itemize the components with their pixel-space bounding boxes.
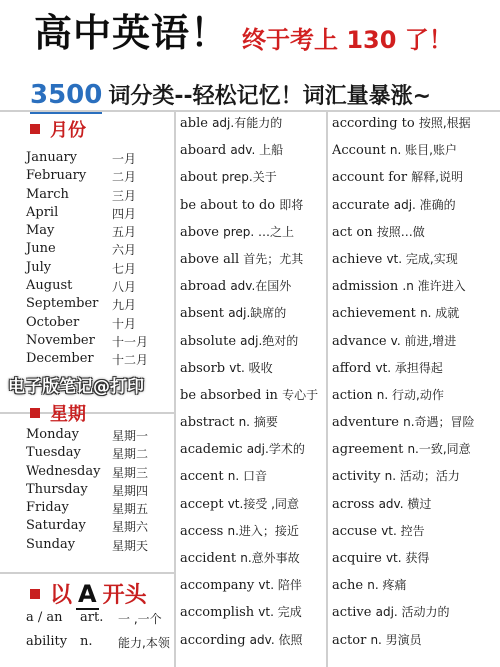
list-item (180, 246, 324, 273)
word-english: according to (332, 116, 415, 131)
word-column-middle (180, 110, 324, 654)
list-item (332, 436, 498, 463)
list-item (332, 246, 498, 273)
word-english: active (332, 605, 372, 621)
word-definition: adj. 活动力的 (375, 605, 450, 620)
word-english: October (26, 314, 80, 330)
word-pos: art. (80, 610, 104, 625)
word-definition: vt. 控告 (381, 523, 425, 538)
word-definition: n.奇遇；冒险 (403, 415, 475, 430)
word-english: able (180, 116, 208, 131)
word-english: act on (332, 224, 373, 240)
word-english: across (332, 496, 375, 512)
list-item (180, 219, 324, 246)
list-item (332, 164, 498, 191)
list-item (180, 599, 324, 626)
word-chinese: 星期五 (112, 502, 149, 517)
word-english: Tuesday (26, 445, 81, 461)
word-chinese: 星期四 (112, 483, 149, 498)
word-english: accident (180, 551, 237, 566)
word-english: aboard (180, 143, 227, 159)
list-item (180, 463, 324, 490)
word-english: ache (332, 578, 364, 594)
word-chinese: 星期六 (112, 520, 149, 535)
word-chinese: 一 ,一个 (118, 612, 162, 626)
word-definition: n.意外事故 (240, 551, 300, 565)
list-item (26, 464, 176, 482)
word-english: November (26, 332, 95, 348)
word-definition: 首先；尤其 (243, 251, 304, 266)
list-item (180, 273, 324, 300)
word-english: September (26, 296, 99, 312)
word-english: acquire (332, 551, 382, 566)
word-definition: n. 行动,动作 (376, 387, 444, 402)
word-english: absorb (180, 360, 226, 376)
word-english: accuse (332, 523, 378, 539)
list-item (26, 223, 176, 241)
word-english: Sunday (26, 536, 76, 552)
word-english: Wednesday (26, 463, 101, 479)
word-english: June (26, 241, 56, 257)
word-english: March (26, 186, 69, 202)
word-chinese: 六月 (112, 243, 137, 258)
word-english: access (180, 523, 224, 539)
word-definition: n. 账目,账户 (389, 143, 457, 158)
word-english: accurate (332, 197, 390, 213)
word-chinese: 十月 (112, 316, 137, 331)
word-chinese: 星期二 (112, 447, 149, 462)
word-english: academic (180, 442, 243, 458)
months-list (26, 150, 176, 370)
word-definition: adj.绝对的 (240, 333, 299, 348)
bullet-icon (30, 124, 40, 134)
divider (326, 110, 328, 667)
list-item (26, 205, 176, 223)
list-item (332, 355, 498, 382)
word-definition: prep.关于 (221, 170, 277, 185)
word-english: absolute (180, 333, 237, 349)
list-item (332, 219, 498, 246)
bullet-icon (30, 408, 40, 418)
list-item (180, 382, 324, 409)
word-definition: prep. …之上 (223, 224, 294, 239)
list-item (332, 300, 498, 327)
word-english: absent (180, 306, 225, 322)
list-item (26, 278, 176, 296)
page-title: 高中英语！ (34, 11, 230, 55)
list-item (332, 110, 498, 137)
word-english: achievement (332, 306, 416, 322)
word-definition: vt.接受 ,同意 (227, 496, 299, 511)
header (0, 0, 500, 76)
watermark-text: 电子版笔记@打印 (8, 377, 144, 397)
word-english: Account (332, 143, 386, 159)
word-definition: vt. 陪伴 (258, 578, 302, 593)
list-item (332, 572, 498, 599)
list-item (332, 627, 498, 654)
word-definition: adv. 横过 (378, 496, 432, 511)
list-item (26, 427, 176, 445)
list-item (180, 518, 324, 545)
list-item (180, 545, 324, 572)
word-definition: 解释,说明 (411, 170, 464, 185)
list-item (26, 610, 176, 634)
list-item (332, 518, 498, 545)
word-chinese: 二月 (112, 170, 137, 185)
list-item (26, 482, 176, 500)
list-item (180, 355, 324, 382)
word-english: January (26, 150, 78, 165)
word-definition: adj.有能力的 (212, 116, 283, 130)
list-item (332, 599, 498, 626)
list-item (180, 164, 324, 191)
word-definition: n. 口音 (227, 469, 267, 484)
word-english: achieve (332, 251, 383, 267)
bullet-icon (30, 589, 40, 599)
word-definition: v. 前进,增进 (390, 333, 457, 348)
list-item (26, 333, 176, 351)
word-pos: n. (80, 634, 93, 649)
word-chinese: 九月 (112, 298, 137, 313)
word-definition: .n 准许进入 (402, 279, 466, 294)
list-item (26, 537, 176, 555)
word-chinese: 十二月 (112, 353, 149, 368)
word-english: July (26, 259, 52, 275)
word-chinese: 五月 (112, 225, 137, 240)
word-chinese: 七月 (112, 261, 137, 276)
list-item (180, 491, 324, 518)
list-item (332, 463, 498, 490)
word-english: Monday (26, 427, 79, 442)
word-english: April (26, 204, 59, 220)
word-definition: adv. 上船 (230, 143, 284, 158)
word-definition: n. 疼痛 (367, 578, 407, 593)
word-english: above all (180, 251, 240, 267)
word-english: December (26, 351, 94, 367)
list-item (180, 110, 324, 137)
word-english: accomplish (180, 605, 255, 621)
word-definition: 即将 (279, 197, 304, 212)
list-item (26, 445, 176, 463)
word-definition: n.进入；接近 (227, 523, 299, 538)
word-english: account for (332, 170, 408, 186)
word-english: abstract (180, 415, 235, 431)
word-english: accept (180, 496, 224, 512)
word-chinese: 八月 (112, 280, 137, 295)
list-item (26, 315, 176, 333)
weekdays-list (26, 427, 176, 555)
word-column-right (332, 110, 498, 654)
word-definition: 按照…做 (376, 224, 425, 239)
word-definition: n. 活动；活力 (384, 469, 460, 484)
word-english: action (332, 387, 373, 403)
word-definition: vt. 获得 (385, 551, 430, 565)
word-english: February (26, 168, 87, 184)
word-definition: adj.缺席的 (228, 306, 287, 321)
word-english: advance (332, 333, 387, 349)
word-definition: vt. 完成 (258, 605, 302, 620)
a-words-list (26, 610, 176, 658)
list-item (26, 296, 176, 314)
word-definition: 按照,根据 (418, 116, 471, 130)
list-item (180, 328, 324, 355)
word-definition: adv. 依照 (249, 632, 303, 647)
list-item (180, 192, 324, 219)
list-item (26, 518, 176, 536)
list-item (180, 436, 324, 463)
list-item (332, 328, 498, 355)
list-item (26, 168, 176, 186)
word-chinese: 十一月 (112, 334, 149, 349)
word-english: adventure (332, 415, 399, 431)
list-item (180, 300, 324, 327)
list-item (332, 273, 498, 300)
word-chinese: 三月 (112, 188, 137, 203)
divider (0, 572, 174, 574)
word-definition: adv.在国外 (230, 279, 292, 294)
word-definition: vt. 承担得起 (375, 360, 443, 375)
word-english: May (26, 223, 55, 239)
word-english: according (180, 632, 246, 648)
word-english: actor (332, 632, 367, 648)
word-definition: 专心于 (282, 387, 319, 402)
page-subtitle: 终于考上 130 了！ (242, 26, 453, 54)
section-heading-weekdays: 星期 (30, 400, 170, 428)
word-english: be absorbed in (180, 387, 278, 403)
tagline: 词分类--轻松记忆！词汇量暴涨~ (108, 84, 432, 109)
word-english: accent (180, 469, 224, 485)
word-english: ability (26, 634, 68, 649)
word-english: about (180, 170, 218, 186)
word-english: abroad (180, 279, 227, 295)
word-definition: vt. 吸收 (229, 360, 273, 375)
word-english: a / an (26, 610, 63, 625)
word-english: agreement (332, 442, 404, 458)
list-item (332, 382, 498, 409)
list-item (332, 192, 498, 219)
word-english: activity (332, 469, 381, 485)
word-definition: adj. 准确的 (393, 197, 456, 212)
list-item (332, 137, 498, 164)
list-item (26, 351, 176, 369)
word-chinese: 一月 (112, 152, 137, 166)
word-english: admission (332, 279, 399, 295)
list-item (26, 260, 176, 278)
list-item (180, 137, 324, 164)
list-item (26, 241, 176, 259)
word-chinese: 星期三 (112, 465, 149, 480)
word-english: Saturday (26, 518, 86, 534)
word-definition: n.一致,同意 (407, 442, 471, 457)
word-english: accompany (180, 578, 255, 594)
word-chinese: 能力,本领 (118, 636, 170, 650)
word-chinese: 星期天 (112, 538, 149, 553)
word-definition: n. 成就 (420, 306, 460, 321)
word-english: Friday (26, 500, 69, 516)
word-definition: n. 摘要 (238, 415, 278, 430)
word-english: August (26, 278, 73, 294)
list-item (26, 187, 176, 205)
list-item (332, 491, 498, 518)
word-english: above (180, 224, 219, 240)
section-heading-months: 月份 (30, 116, 170, 144)
list-item (26, 500, 176, 518)
word-definition: n. 男演员 (370, 632, 422, 647)
list-item (26, 150, 176, 168)
word-english: afford (332, 360, 372, 376)
list-item (180, 572, 324, 599)
word-english: Thursday (26, 481, 88, 497)
word-chinese: 星期一 (112, 429, 149, 443)
list-item (180, 409, 324, 436)
word-definition: adj.学术的 (246, 442, 305, 457)
list-item (180, 627, 324, 654)
list-item (332, 545, 498, 572)
section-heading-a-words: 以 A 开头 (30, 578, 178, 606)
list-item (332, 409, 498, 436)
list-item (26, 634, 176, 658)
word-chinese: 四月 (112, 206, 137, 221)
word-english: be about to do (180, 197, 276, 213)
word-definition: vt. 完成,实现 (386, 251, 458, 266)
word-count: 3500 (30, 80, 102, 114)
